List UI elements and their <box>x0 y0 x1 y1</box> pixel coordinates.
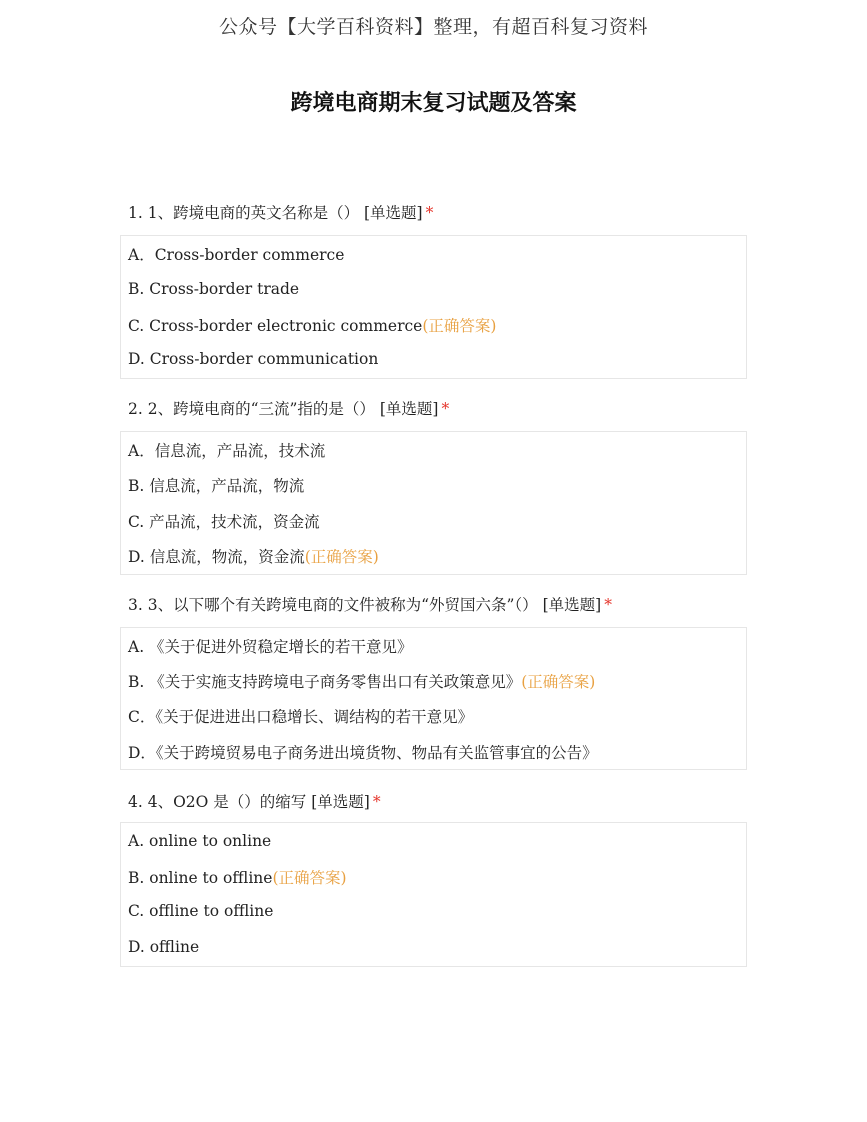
option-item[interactable] <box>128 866 347 888</box>
question-options-box <box>120 235 747 379</box>
option-text: A．Cross-border commerce <box>128 246 345 264</box>
question-stem <box>128 790 381 812</box>
question-stem <box>128 397 449 419</box>
option-item[interactable] <box>128 439 325 461</box>
required-mark: * <box>604 596 612 614</box>
option-text: B. 信息流，产品流，物流 <box>128 477 305 495</box>
option-text: D. offline <box>128 938 200 956</box>
option-text: A．信息流，产品流，技术流 <box>128 442 326 460</box>
option-item[interactable] <box>128 243 344 265</box>
option-text: A. 《关于促进外贸稳定增长的若干意见》 <box>128 638 413 656</box>
option-item[interactable] <box>128 280 299 298</box>
correct-answer-tag: (正确答案) <box>272 869 347 887</box>
correct-answer-tag: (正确答案) <box>521 673 596 691</box>
question-stem-text: 4. 4、O2O 是（）的缩写 [单选题] <box>128 793 370 811</box>
question-options-box <box>120 822 747 967</box>
question-options-box <box>120 431 747 575</box>
page-header: 公众号【大学百科资料】整理，有超百科复习资料 <box>218 16 648 38</box>
option-item[interactable] <box>128 474 304 496</box>
question-stem-text: 2. 2、跨境电商的“三流”指的是（） [单选题] <box>128 400 439 418</box>
option-item[interactable] <box>128 832 271 850</box>
option-text: D．《关于跨境贸易电子商务进出境货物、物品有关监管事宜的公告》 <box>128 744 598 762</box>
option-text: D. 信息流，物流，资金流 <box>128 548 305 566</box>
correct-answer-tag: (正确答案) <box>304 548 379 566</box>
required-mark: * <box>372 793 381 811</box>
question-stem-text: 1. 1、跨境电商的英文名称是（） [单选题] <box>128 204 423 222</box>
option-item[interactable] <box>128 705 473 727</box>
option-text: C. offline to offline <box>128 902 274 920</box>
option-item[interactable] <box>128 938 199 956</box>
page-title: 跨境电商期末复习试题及答案 <box>290 91 577 116</box>
question-stem-text: 3. 3、以下哪个有关跨境电商的文件被称为“外贸国六条”（） [单选题] <box>128 596 602 614</box>
question-stem <box>128 593 612 615</box>
option-text: A. online to online <box>128 832 272 850</box>
option-text: B. Cross-border trade <box>128 280 300 298</box>
question-options-box <box>120 627 747 770</box>
question-stem <box>128 201 433 223</box>
option-item[interactable] <box>128 545 379 567</box>
option-text: B. 《关于实施支持跨境电子商务零售出口有关政策意见》 <box>128 673 522 691</box>
option-text: C. Cross-border electronic commerce <box>128 317 423 335</box>
option-item[interactable] <box>128 670 595 692</box>
required-mark: * <box>441 400 450 418</box>
option-text: C. 产品流，技术流，资金流 <box>128 513 320 531</box>
option-text: B. online to offline <box>128 869 273 887</box>
required-mark: * <box>425 204 434 222</box>
option-text: D. Cross-border communication <box>128 350 379 368</box>
option-text: C．《关于促进进出口稳增长、调结构的若干意见》 <box>128 708 474 726</box>
option-item[interactable] <box>128 635 413 657</box>
option-item[interactable] <box>128 510 320 532</box>
option-item[interactable] <box>128 902 273 920</box>
option-item[interactable] <box>128 741 598 763</box>
option-item[interactable] <box>128 350 378 368</box>
correct-answer-tag: (正确答案) <box>422 317 497 335</box>
option-item[interactable] <box>128 314 496 336</box>
